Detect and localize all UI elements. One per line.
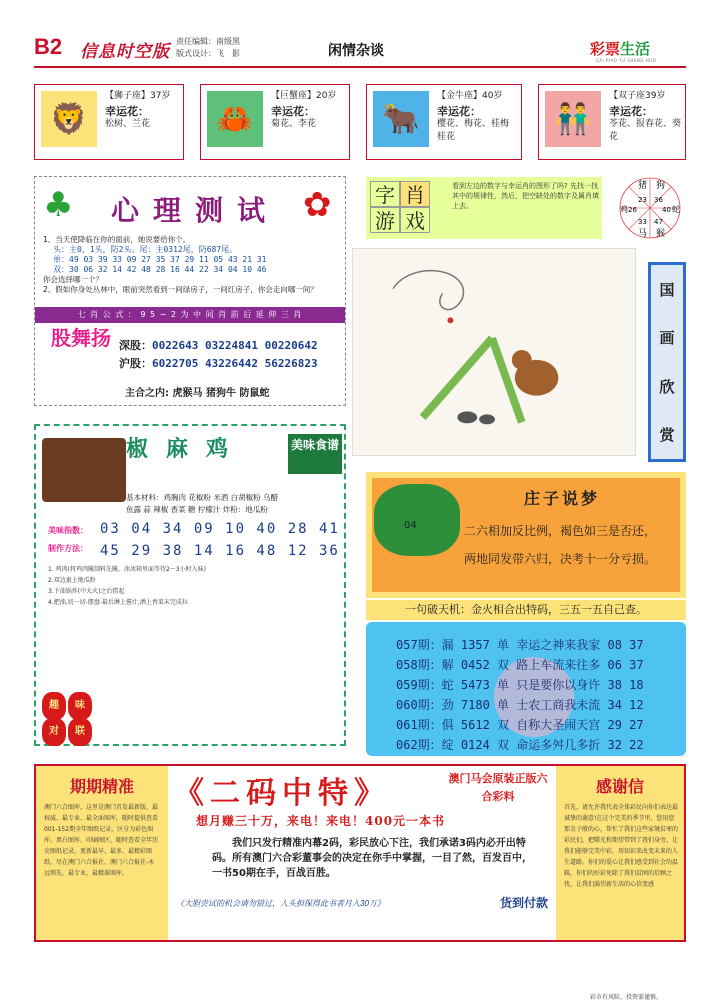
circle-label: 蛇: [672, 205, 680, 214]
lotus-leaf-image: [374, 484, 460, 556]
logo-b: 生活: [620, 40, 651, 58]
recipe-steps: [48, 564, 206, 608]
zodiac-card: [538, 84, 686, 160]
logo-subtitle: CAI PIAO YU SHENG HUO: [596, 58, 657, 63]
brand-logo: 股舞扬: [51, 326, 111, 350]
guohua-char: 赏: [659, 426, 675, 445]
zhuangzi-title: 庄子说梦: [524, 489, 601, 508]
page-number: B2: [34, 34, 63, 59]
period-list: [366, 622, 686, 756]
left-column: [36, 766, 168, 940]
lucky-label: 幸运花：: [609, 105, 653, 118]
step: 4.把油,切一切-摆盘-最后淋上酱汁,洒上香菜末完成拉: [48, 599, 188, 606]
lucky-label: 幸运花：: [105, 105, 149, 118]
riddle-bar: 一句破天机：金火相合出特码，三五一五自己查。: [366, 600, 686, 620]
zodiac-circle-puzzle: [614, 174, 686, 240]
subheadline: 澳门马会原装正版六合彩料: [448, 773, 548, 803]
lantern: 趣: [42, 692, 66, 720]
zhuangzi-line: 二六相加反比例，褐色如三是否还，: [464, 524, 657, 538]
right-text: 首先，请允许我代表全体彩民向你们表达最诚挚的谢意!在这个完美的季节里，您用您那金子般的心，帮忙了我们这些家境贫寒的彩民们，把曙光和期望带到了我们身旁，让我们能够完美中彩，用知识来改变未来的人生道路。你们的爱心让我们感受到社会的温暖，你们的好彩免除了我们贫困的后顾之忧，让我们渴望新生活的心信变感: [564, 804, 679, 888]
circle-label: 猪: [638, 181, 648, 191]
recipe-badge: 美味食谱: [288, 434, 342, 474]
twins-icon: 👬: [545, 91, 601, 147]
lucky-flower: 菊花、李花: [271, 119, 317, 129]
right-column: [556, 766, 684, 940]
ad-banner: [34, 764, 686, 942]
crab-icon: 🦀: [207, 91, 263, 147]
period-row: 059期：蛇 5473 单 只是要你以身许 38 18: [396, 678, 644, 692]
zodiac-name: 【金牛座】40岁: [437, 91, 503, 101]
flower-icon: ✿: [303, 185, 332, 225]
circle-label: 26: [628, 206, 637, 214]
grid-cell: 戏: [400, 207, 430, 233]
ingredients-1: 基本材料：鸡胸肉 花椒粉 米酒 白胡椒粉 乌醋: [126, 493, 279, 502]
stock-lines: [119, 337, 318, 373]
step: 3.下油锅炸(中大火)之后捞起: [48, 588, 125, 595]
main-zodiac: 主合之内: 虎猴马 猪狗牛 防鼠蛇: [125, 388, 270, 399]
lucky-flower: 松树、兰花: [105, 119, 151, 129]
guohua-char: 画: [659, 329, 675, 348]
psych-test-panel: [34, 176, 346, 406]
promo-body: 我们只发行精准内幕2码，彩民放心下注，我们承诺3码内必开出特码。所有澳门六合彩董事会的决定在你手中掌握，一目了然，百发百中，一书50期在手，百战百胜。: [212, 838, 532, 879]
circle-label: 23: [638, 196, 647, 204]
psych-questions: [43, 235, 343, 295]
recipe-labels: [48, 522, 88, 558]
rating-label: 美味指数：: [48, 526, 88, 535]
sz-label: 深股：: [119, 339, 152, 352]
circle-label: 马: [638, 229, 648, 239]
editor-line: 责任编辑：南级黑: [176, 37, 240, 46]
grid-cell: 字: [370, 181, 400, 207]
circle-label: 狗: [656, 181, 666, 191]
header-rule: [34, 66, 686, 68]
circle-label: 40: [662, 206, 671, 214]
grid-cell: 肖: [400, 181, 430, 207]
clover-icon: ♣: [43, 185, 74, 225]
recipe-title: 椒麻鸡: [126, 436, 247, 462]
recipe-panel: [34, 424, 346, 746]
zodiac-name: 【双子座39岁: [609, 91, 666, 101]
step: 1. 鸡肉(将鸡肉腌制料先腌，冰冰箱里面等待2～3小时入味): [48, 566, 206, 573]
designer-line: 版式设计：飞 影: [176, 49, 240, 58]
guohua-char: 国: [659, 280, 675, 299]
slogan: 《大胆尝试的机会请勿错过，人头担保得此书者月入30万》: [176, 899, 385, 908]
guohua-char: 欣: [659, 377, 675, 396]
left-heading: 期期精准: [69, 777, 134, 796]
ingredients: [126, 492, 278, 516]
period-row: 057期：漏 1357 单 幸运之神来我家 08 37: [396, 638, 644, 652]
leaf-number: 04: [404, 520, 417, 531]
logo: [590, 38, 650, 59]
question-1-end: 你会选择哪一个？: [43, 275, 103, 284]
circle-label: 鸡: [620, 205, 628, 214]
psych-title: 心理测试: [110, 194, 279, 227]
guohua-banner: [648, 262, 686, 462]
head-tail-line: 头：主0，1头，防2头。尾：主0312尾，防687尾。: [53, 245, 238, 254]
zhuangzi-line: 两地同发带六归，决考十一分亏损。: [464, 552, 657, 566]
right-heading: 感谢信: [595, 777, 644, 796]
question-1: 1、当天使降临在你的面前，她说要给你个。: [43, 235, 191, 244]
period-row: 062期：绽 0124 双 命运多舛几多折 32 22: [396, 738, 644, 752]
lucky-label: 幸运花：: [271, 105, 315, 118]
lucky-flower: 苓花、报春花、葵花: [609, 119, 682, 142]
lucky-label: 幸运花：: [437, 105, 481, 118]
ink-painting: [352, 248, 636, 456]
zodiac-card: [34, 84, 184, 160]
circle-label: 33: [638, 218, 647, 226]
circle-label: 36: [654, 196, 663, 204]
zodiac-name: 【狮子座】37岁: [105, 91, 171, 101]
ingredients-2: 鱼露 蒜 辣椒 香菜 糖 柠檬汁 炸粉：地瓜粉: [126, 505, 268, 514]
footer-note: 彩市有风险，投资需谨慎。: [590, 994, 663, 1001]
numbers-row: 45 29 38 14 16 48 12 36: [100, 543, 340, 559]
recipe-numbers: [100, 518, 340, 562]
circle-label: 猴: [656, 229, 666, 239]
even-numbers: 双：30 06 32 14 42 48 28 16 44 22 34 04 10 46: [53, 265, 267, 274]
zhuangzi-panel: [366, 472, 686, 598]
numbers-row: 03 04 34 09 10 40 28 41: [100, 521, 340, 537]
dish-photo: [42, 438, 126, 502]
zodiac-card: [200, 84, 350, 160]
lantern: 联: [68, 718, 92, 746]
period-row: 058期：解 0452 双 路上车流来往多 06 37: [396, 658, 644, 672]
sz-numbers: 0022643 03224841 00220642: [152, 339, 318, 352]
method-label: 制作方法：: [48, 544, 88, 553]
page-title: 信息时空版: [80, 42, 170, 62]
period-row: 060期：劲 7180 单 士农工商我未流 34 12: [396, 698, 644, 712]
circle-label: 47: [654, 218, 663, 226]
sh-numbers: 6022705 43226442 56226823: [152, 357, 318, 370]
step: 2.双边裹上地瓜粉: [48, 577, 96, 584]
center-column: [170, 766, 556, 940]
lantern: 对: [42, 718, 66, 746]
editor-credits: [176, 36, 240, 60]
question-2: 2、假如你身处丛林中，眼前突然看到一间绿房子，一间红房子，你会走向哪一间？: [43, 285, 318, 294]
zodiac-game: [366, 177, 602, 239]
left-text: 澳门六合图库，这里是澳门首发最新版、最权威、最专业、最全面图库，随时提供查看001-152期全年图纸记录，区分为彩色图库、黑白图库、印刷图区，随时查看全年历史图纸记录，更新最早、最多，最精彩图纸，尽在澳门六合报社，澳门六合报社-永远领先，最专业，最精准图库。: [44, 804, 159, 877]
sh-label: 沪股：: [119, 357, 152, 370]
cash-on-delivery: 货到付款: [500, 896, 549, 910]
formula-bar: 七 肖 公 式 ： 9 5 − 2 为 中 间 肖 前 后 延 伸 三 肖: [35, 307, 345, 323]
bull-icon: 🐂: [373, 91, 429, 147]
lucky-flower: 樱花、梅花、桂梅桂花: [437, 119, 510, 142]
period-row: 061期：俱 5612 双 自称大圣闹天宫 29 27: [396, 718, 644, 732]
section-title: 闲情杂谈: [328, 43, 384, 59]
zodiac-card: [366, 84, 522, 160]
headline: 《二码中特》: [174, 776, 390, 811]
odd-numbers: 单：49 03 39 33 09 27 35 37 29 11 05 43 21 31: [53, 255, 267, 264]
grid-cell: 游: [370, 207, 400, 233]
game-grid: [370, 181, 430, 233]
promo-line: 想月赚三十万，来电！来电！400元一本书: [196, 814, 446, 828]
game-note: 看到左边的数字与幸运肖的图形了吗? 先找一找其中的规律性，然后，把空缺处的数字及属肖填上去。: [452, 182, 599, 210]
lantern: 味: [68, 692, 92, 720]
zodiac-name: 【巨蟹座】20岁: [271, 91, 337, 101]
logo-a: 彩票: [590, 40, 621, 58]
lion-icon: 🦁: [41, 91, 97, 147]
